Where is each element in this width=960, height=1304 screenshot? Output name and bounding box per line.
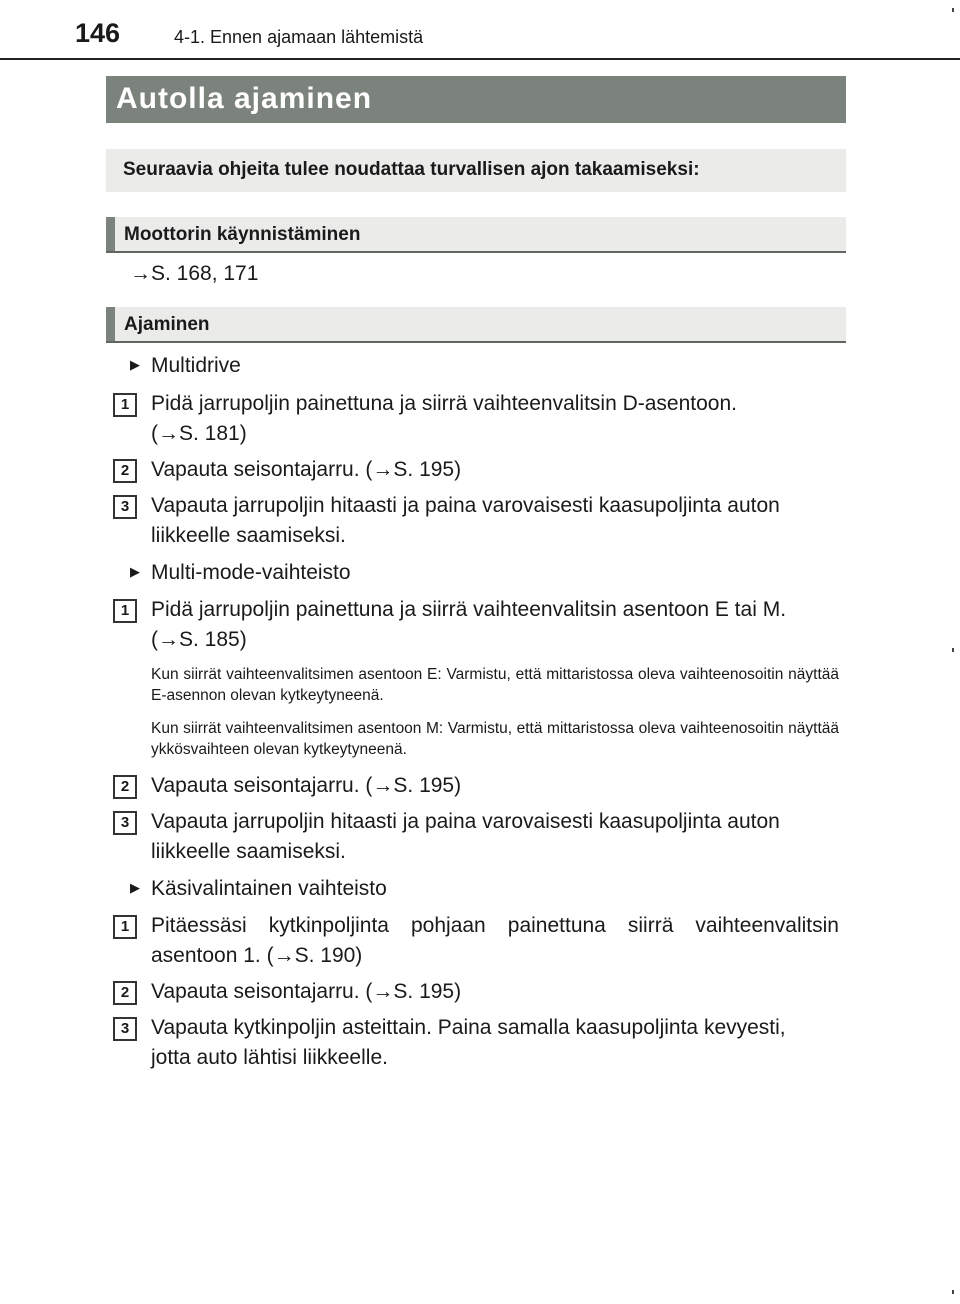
step-line: liikkeelle saamiseksi.: [151, 840, 346, 863]
step-number-icon: 2: [113, 775, 137, 799]
multidrive-step-2: [151, 455, 839, 485]
page-title: Autolla ajaminen: [116, 82, 373, 115]
title-bar: [106, 76, 846, 123]
step-line: Vapauta kytkinpoljin asteittain. Paina samalla kaasupoljinta kevyesti,: [151, 1016, 786, 1039]
driving-heading: [106, 307, 846, 343]
step-line: Pidä jarrupoljin painettuna ja siirrä vaihteenvalitsin D-asentoon.: [151, 392, 738, 415]
step-number-icon: 3: [113, 1017, 137, 1041]
manual-step-2: [151, 977, 839, 1007]
step-line: Pitäessäsi kytkinpoljinta pohjaan painettuna siirrä vaihteenvalitsin: [151, 914, 839, 937]
section-header: 4-1. Ennen ajamaan lähtemistä: [174, 27, 424, 47]
step-line: Pidä jarrupoljin painettuna ja siirrä vaihteenvalitsin asentoon E tai M.: [151, 598, 787, 621]
crop-mark: [952, 648, 954, 652]
driving-heading-text: Ajaminen: [124, 314, 210, 335]
intro-box: [106, 149, 846, 192]
step-number-icon: 1: [113, 393, 137, 417]
bullet-triangle-icon: ▶: [130, 357, 140, 372]
manual-step-1: [151, 911, 839, 971]
multidrive-label: Multidrive: [151, 354, 241, 377]
intro-text: Seuraavia ohjeita tulee noudattaa turvallisen ajon takaamiseksi:: [123, 159, 700, 180]
step-line: Vapauta jarrupoljin hitaasti ja paina varovaisesti kaasupoljinta auton: [151, 494, 780, 517]
heading-accent-bar: [106, 307, 115, 341]
multimode-note-m: Kun siirrät vaihteenvalitsimen asentoon M: Varmistu, että mittaristossa oleva vaihteenosoitin näyttää ykkösvaihteen olevan kytkeytyneenä.: [151, 720, 839, 758]
crop-mark: [952, 8, 954, 12]
step-number-icon: 1: [113, 915, 137, 939]
multidrive-step-3: [151, 491, 839, 551]
multimode-label: Multi-mode-vaihteisto: [151, 561, 351, 584]
multimode-step-3: [151, 807, 839, 867]
engine-start-reference: →S. 168, 171: [130, 262, 259, 285]
step-line: (→S. 185): [151, 628, 247, 651]
crop-mark: [952, 1290, 954, 1294]
step-number-icon: 2: [113, 981, 137, 1005]
multimode-step-1: [151, 595, 839, 655]
page-number: 146: [75, 18, 121, 48]
step-number-icon: 3: [113, 811, 137, 835]
multimode-step-2: [151, 771, 839, 801]
step-line: Vapauta seisontajarru. (→S. 195): [151, 458, 462, 481]
multimode-note-e: Kun siirrät vaihteenvalitsimen asentoon E: Varmistu, että mittaristossa oleva vaihteenosoitin näyttää E-asennon olevan kytkeytyneenä.: [151, 666, 839, 704]
step-line: asentoon 1. (→S. 190): [151, 944, 363, 967]
step-line: Vapauta jarrupoljin hitaasti ja paina varovaisesti kaasupoljinta auton: [151, 810, 780, 833]
heading-accent-bar: [106, 217, 115, 251]
engine-start-heading-text: Moottorin käynnistäminen: [124, 224, 361, 245]
step-line: (→S. 181): [151, 422, 247, 445]
bullet-triangle-icon: ▶: [130, 880, 140, 895]
step-line: jotta auto lähtisi liikkeelle.: [151, 1046, 388, 1069]
step-line: Vapauta seisontajarru. (→S. 195): [151, 980, 462, 1003]
manual-step-3: [151, 1013, 839, 1073]
step-line: liikkeelle saamiseksi.: [151, 524, 346, 547]
manual-label: Käsivalintainen vaihteisto: [151, 877, 387, 900]
step-number-icon: 3: [113, 495, 137, 519]
multidrive-step-1: [151, 389, 839, 449]
header-divider: [0, 58, 960, 60]
step-number-icon: 1: [113, 599, 137, 623]
bullet-triangle-icon: ▶: [130, 564, 140, 579]
engine-start-heading: [106, 217, 846, 253]
step-line: Vapauta seisontajarru. (→S. 195): [151, 774, 462, 797]
step-number-icon: 2: [113, 459, 137, 483]
